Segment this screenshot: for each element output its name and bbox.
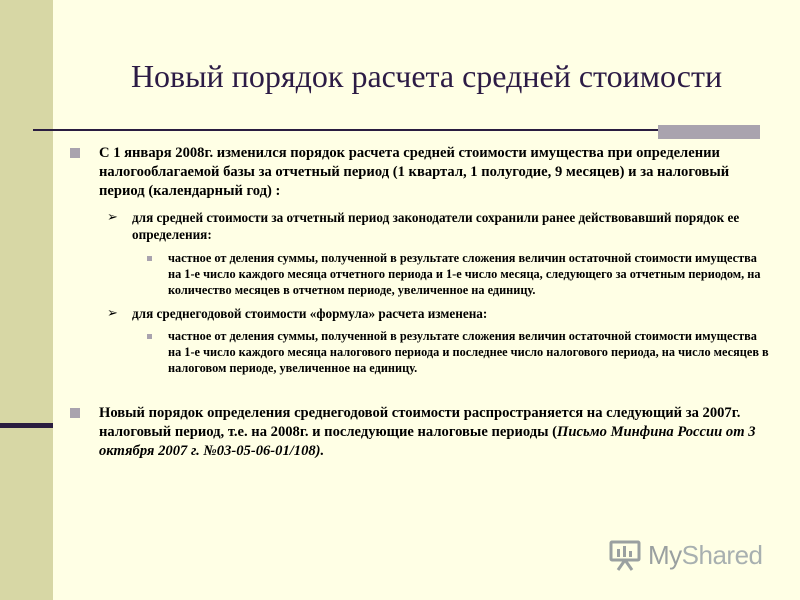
slide-title: Новый порядок расчета средней стоимости	[130, 58, 723, 94]
title-divider-block	[658, 125, 760, 139]
bullet-main-2-citation: Письмо Минфина России от 3 октября 2007 г. №03-05-06-01/108).	[99, 424, 756, 459]
bullet-detail-1	[70, 250, 770, 298]
presentation-board-icon	[608, 538, 642, 572]
watermark-brand-suffix: Shared	[681, 539, 763, 570]
left-band-accent	[0, 423, 53, 428]
title-divider	[33, 129, 658, 131]
small-square-bullet-icon	[147, 334, 152, 339]
bullet-main-1-text: С 1 января 2008г. изменился порядок расчета средней стоимости имущества при определении налогооблагаемой базы за отчетный период (1 квартал, 1 полугодие, 9 месяцев) и за налоговый период (календарный год) :	[99, 145, 730, 199]
square-bullet-icon	[70, 148, 80, 158]
left-decor-band	[0, 0, 53, 600]
square-bullet-icon	[70, 408, 80, 418]
arrow-bullet-icon: ➢	[107, 306, 118, 321]
bullet-main-1	[70, 144, 770, 201]
bullet-detail-2	[70, 328, 770, 376]
arrow-bullet-icon: ➢	[107, 210, 118, 225]
bullet-sub-2-text: для среднегодовой стоимости «формула» расчета изменена:	[132, 306, 488, 321]
watermark-text	[648, 540, 763, 571]
watermark	[608, 537, 763, 573]
bullet-sub-1-text: для средней стоимости за отчетный период законодатели сохранили ранее действовавший порядок ее определения:	[132, 210, 740, 242]
bullet-detail-1-text: частное от деления суммы, полученной в результате сложения величин остаточной стоимости имущества на 1-е число каждого месяца отчетного периода и 1-е число месяца, следующего за отчетным периодом, на количество месяцев в отчетном периоде, увеличенное на единицу.	[168, 251, 761, 297]
bullet-sub-1	[70, 209, 770, 243]
bullet-sub-2	[70, 305, 770, 322]
watermark-brand-prefix: My	[648, 539, 682, 570]
bullet-main-2	[70, 404, 770, 461]
small-square-bullet-icon	[147, 256, 152, 261]
slide-content	[70, 144, 770, 461]
bullet-detail-2-text: частное от деления суммы, полученной в результате сложения величин остаточной стоимости имущества на 1-е число каждого месяца налогового периода и последнее число налогового периода, на число месяцев в налоговом периоде, увеличенное на единицу.	[168, 329, 769, 375]
bullet-main-2-text: Новый порядок определения среднегодовой стоимости распространяется на следующий за 2007г. налоговый период, т.е. на 2008г. и последующие налоговые периоды (	[99, 405, 741, 440]
